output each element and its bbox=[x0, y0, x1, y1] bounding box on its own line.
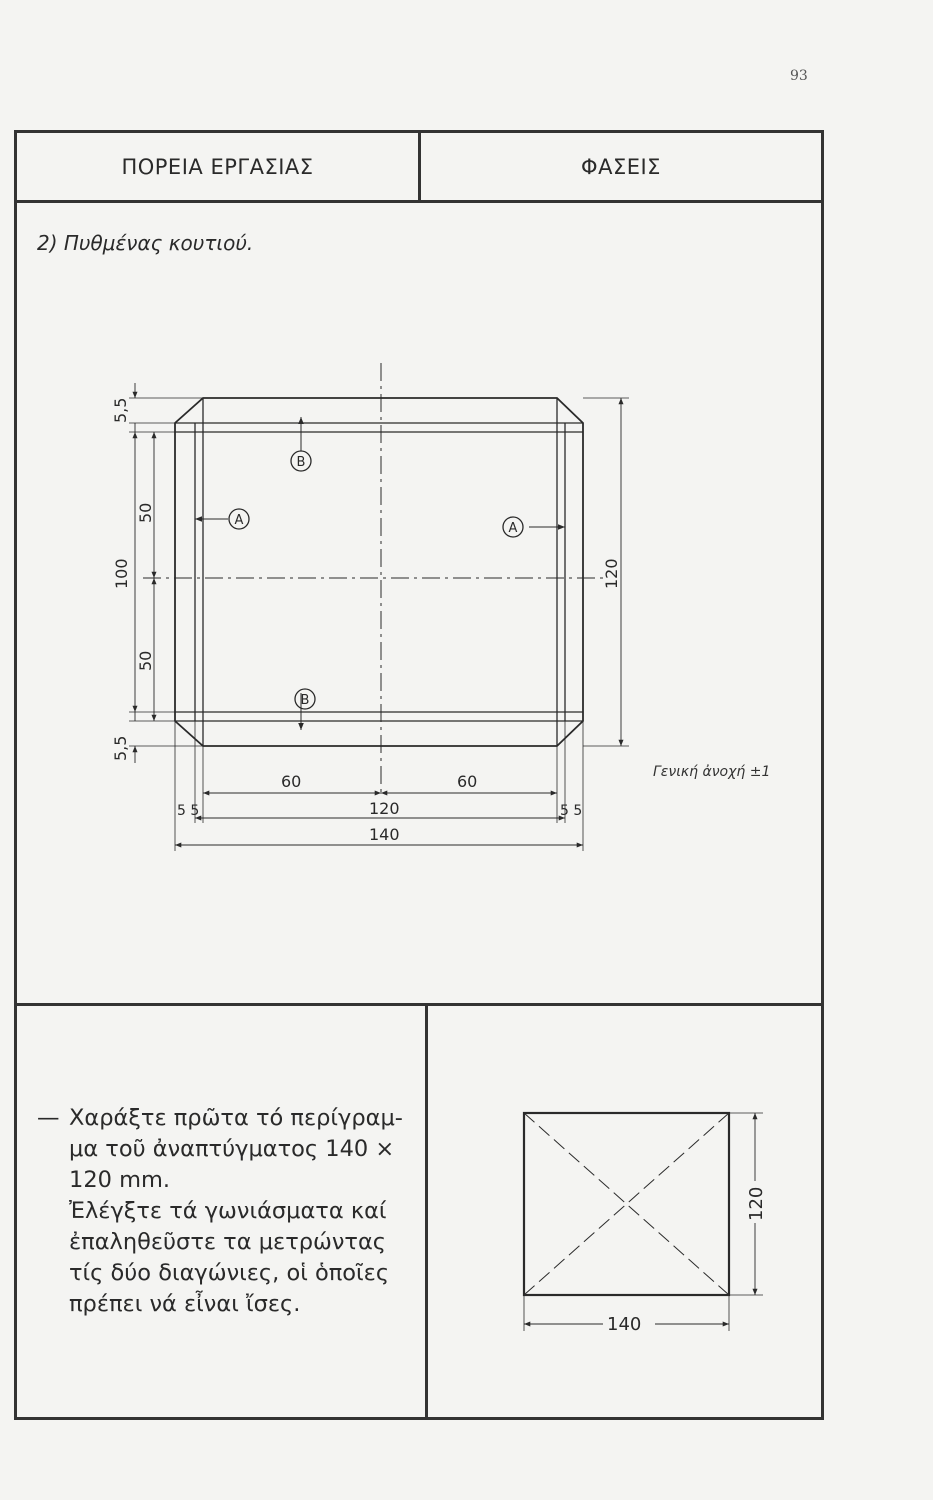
dim-bottom-left-small: 5 5 bbox=[177, 803, 200, 819]
row-divider bbox=[17, 1003, 821, 1006]
instruction-line: μα τοῦ ἀναπτύγματος 140 × bbox=[69, 1136, 395, 1162]
dim-left-bottom-small: 5,5 bbox=[111, 735, 130, 761]
dim-bottom-total: 140 bbox=[369, 825, 400, 844]
section-b-bottom-label: B bbox=[300, 693, 310, 708]
blank-outline bbox=[175, 398, 583, 746]
section-a-right-label: A bbox=[508, 521, 518, 536]
dim-bottom-right-small: 5 5 bbox=[560, 803, 583, 819]
instruction-line: πρέπει νά εἶναι ἴσες. bbox=[69, 1291, 301, 1317]
instruction-line: ἐπαληθεῦστε τα μετρώντας bbox=[69, 1229, 387, 1255]
section-a-left-label: A bbox=[234, 513, 244, 528]
dim-left-lower: 50 bbox=[136, 650, 155, 671]
header-phases: ΦΑΣΕΙΣ bbox=[581, 154, 661, 179]
column-divider bbox=[425, 1006, 428, 1420]
dim-bottom-right-half: 60 bbox=[457, 772, 478, 791]
instruction-text bbox=[39, 1103, 414, 1320]
dim-left-top-small: 5,5 bbox=[111, 397, 130, 423]
page-number: 93 bbox=[790, 68, 808, 84]
dim-bottom-left-half: 60 bbox=[281, 772, 302, 791]
box-bottom-technical-drawing bbox=[17, 133, 821, 1001]
general-tolerance-note: Γενική ἀνοχή ±1 bbox=[653, 764, 771, 780]
instruction-line: 120 mm. bbox=[69, 1167, 171, 1193]
instruction-line: τίς δύο διαγώνιες, οἱ ὁποῖες bbox=[69, 1260, 390, 1286]
instruction-dash: — bbox=[37, 1105, 60, 1131]
worksheet-table bbox=[14, 130, 824, 1420]
dim-right-height: 120 bbox=[602, 558, 621, 589]
instruction-line: Ἐλέγξτε τά γωνιάσματα καί bbox=[69, 1198, 387, 1224]
instruction-line: Χαράξτε πρῶτα τό περίγραμ- bbox=[69, 1105, 403, 1131]
dim-left-total: 100 bbox=[112, 558, 131, 589]
sketch-width-label: 140 bbox=[607, 1314, 642, 1335]
section-b-top-label: B bbox=[296, 455, 306, 470]
diagonal-check-sketch bbox=[507, 1093, 777, 1338]
sketch-height-label: 120 bbox=[746, 1186, 767, 1221]
dim-bottom-mid: 120 bbox=[369, 799, 400, 818]
header-work-procedure: ΠΟΡΕΙΑ ΕΡΓΑΣΙΑΣ bbox=[17, 133, 421, 200]
section-title: 2) Πυθμένας κουτιού. bbox=[37, 231, 254, 255]
dim-left-upper: 50 bbox=[136, 502, 155, 523]
